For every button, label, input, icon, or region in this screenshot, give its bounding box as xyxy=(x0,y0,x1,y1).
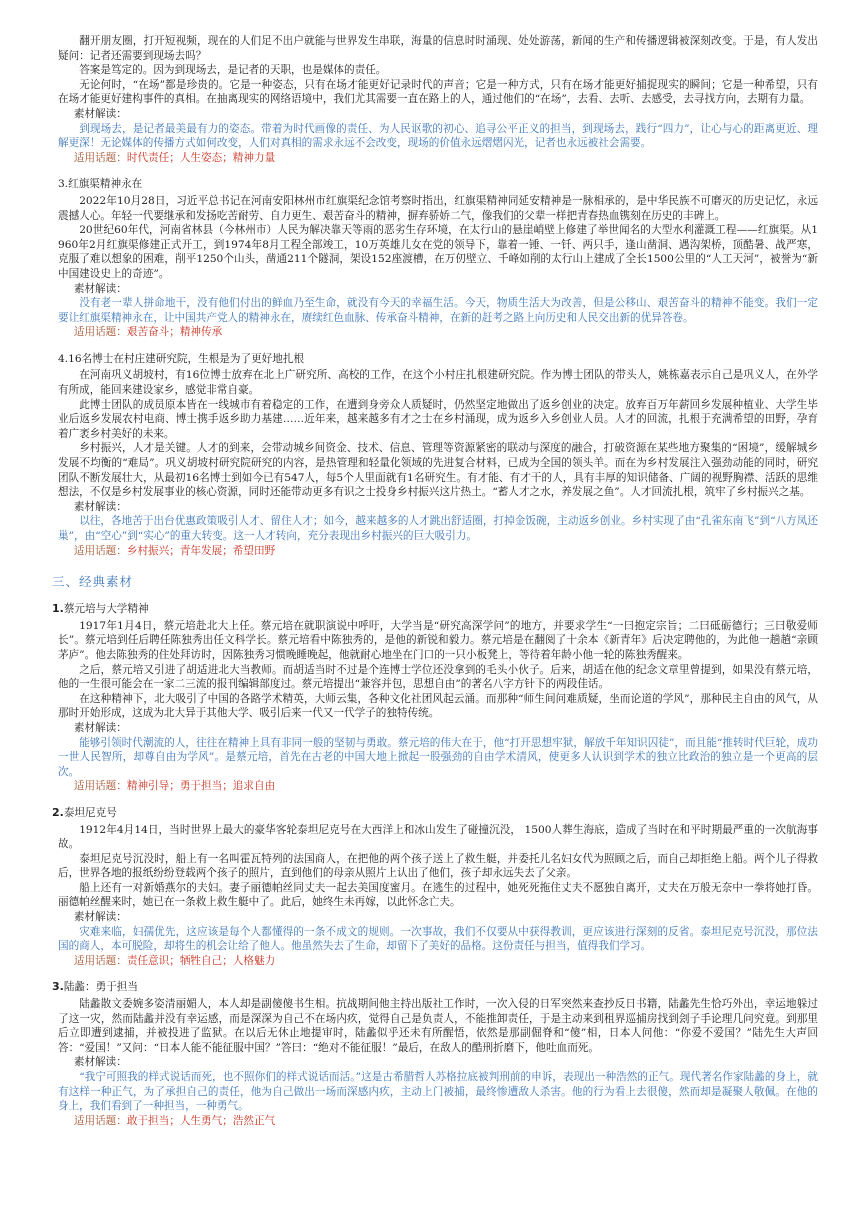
material-hongqiqu xyxy=(58,177,818,340)
topic-line xyxy=(58,1114,818,1129)
topic-label: 适用话题： xyxy=(73,1114,127,1127)
material-doctors-village xyxy=(58,352,818,558)
topic-label: 适用话题： xyxy=(73,326,127,339)
topic-line xyxy=(58,779,818,794)
material-heading: 4.16名博士在村庄建研究院，生根是为了更好地扎根 xyxy=(58,352,305,365)
topic-line xyxy=(58,954,818,969)
reading-label: 素材解读： xyxy=(73,721,127,734)
topic-line xyxy=(58,325,818,340)
reading-text: 没有老一辈人拼命地干，没有他们付出的鲜血乃至生命，就没有今天的幸福生活。今天，物质生活大为改善，但是公移山、艰苦奋斗的精神不能变。我们一定要让红旗渠精神永在，让中国共产党人的精神永在，赓续红色血脉、传承奋斗精神，在新的赶考之路上向历史和人民交出新的优异答卷。 xyxy=(58,297,818,324)
body-paragraph: 无论何时，“在场”都是珍贵的。它是一种姿态，只有在场才能更好记录时代的声音；它是一种方式，只有在场才能更好捕捉现实的瞬间；它是一种希望，只有在场才能更好建构事件的真相。在抽离现实的网络语境中，我们尤其需要一直在路上的人，通过他们的“在场”，去看、去听、去感受，去寻找方向，去期有力量。 xyxy=(58,78,818,106)
topic-label: 适用话题： xyxy=(73,780,127,793)
topic-value: 艰苦奋斗；精神传承 xyxy=(126,326,223,339)
section-title: 三、经典素材 xyxy=(52,574,134,590)
body-paragraph: 2022年10月28日，习近平总书记在河南安阳林州市红旗渠纪念馆考察时指出，红旗渠精神同延安精神是一脉相承的，是中华民族不可磨灭的历史记忆，永远震撼人心。年轻一代要继承和发扬吃苦耐劳、自力更生、艰苦奋斗的精神，摒弃骄娇二气，像我们的父辈一样把青春热血镌刻在历史的丰碑上。 xyxy=(58,194,818,222)
body-paragraph: 在这种精神下，北大吸引了中国的各路学术精英，大师云集，各种文化社团风起云涌。而那种“师生间问难质疑，坐而论道的学风”，那种民主自由的风气，从那时开始形成，这成为北大异于其他大学、吸引后来一代又一代学子的独特传统。 xyxy=(58,692,818,720)
body-paragraph: 1912年4月14日，当时世界上最大的豪华客轮泰坦尼克号在大西洋上和冰山发生了碰撞沉没， 1500人葬生海底，造成了当时在和平时期最严重的一次航海事故。 xyxy=(58,823,818,851)
topic-value: 时代责任；人生姿态；精神力量 xyxy=(126,151,276,164)
topic-label: 适用话题： xyxy=(73,954,127,967)
heading-text: 陆蠡：勇于担当 xyxy=(63,981,138,994)
body-paragraph: 船上还有一对新婚燕尔的夫妇。妻子丽德帕丝同丈夫一起去美国度蜜月。在逃生的过程中，她死死拖住丈夫不愿独自离开，丈夫在万般无奈中一拳将她打昏。丽德帕丝醒来时，她已在一条救上救生艇中了。此后，她终生未再嫁，以此怀念亡夫。 xyxy=(58,881,818,909)
reading-label: 素材解读： xyxy=(73,500,127,513)
material-heading: 3.红旗渠精神永在 xyxy=(58,178,143,191)
material-reporter-presence xyxy=(58,34,818,165)
reading-label: 素材解读： xyxy=(73,1056,127,1069)
material-heading xyxy=(52,806,818,821)
topic-value: 乡村振兴；青年发展；希望田野 xyxy=(126,544,276,557)
reading-label: 素材解读： xyxy=(73,282,127,295)
heading-number: 3. xyxy=(52,980,64,994)
topic-label: 适用话题： xyxy=(73,544,127,557)
body-paragraph: 乡村振兴，人才是关键。人才的到来，会带动城乡间资金、技术、信息、管理等资源紧密的联动与深度的融合，打破资源在某些地方聚集的“困境”，缓解城乡发展不均衡的“难局”。巩义胡坡村研究院研究的内容，是热管理和轻量化领域的先进复合材料，已成为全国的领头羊。而在为乡村发展注入强劲动能的同时，研究团队不断发展壮大，从最初16名博士到如今已有547人，每5个人里面就有1名研究生。有才能、有才干的人，具有丰厚的知识储备、广阔的视野胸襟、活跃的思维想法，不仅是乡村发展事业的核心资源，同时还能带动更多有识之士投身乡村振兴这片热土。“蓄人才之水，养发展之鱼”。人才回流扎根，筑牢了乡村振兴之基。 xyxy=(58,442,818,499)
reading-text: 灾难来临，妇孺优先，这应该是每个人都懂得的一条不成文的规则。一次事故，我们不仅要从中获得教训，更应该进行深刻的反省。泰坦尼克号沉没，那位法国的商人，本可脱险，却将生的机会让给了他人。他虽然失去了生命，却留下了美好的品格。这份责任与担当，值得我们学习。 xyxy=(58,925,818,953)
topic-value: 责任意识；牺牲自己；人格魅力 xyxy=(126,954,276,967)
heading-number: 1. xyxy=(52,602,64,616)
body-paragraph: 泰坦尼克号沉没时，船上有一名叫霍瓦特列的法国商人，在把他的两个孩子送上了救生艇，并委托儿名妇女代为照顾之后，而自己却拒绝上船。两个儿子得救后，世界各地的报纸纷纷登载两个孩子的照片，直到他们的母亲从照片上认出了他们，孩子却永远失去了父亲。 xyxy=(58,852,818,880)
body-paragraph: 此博士团队的成员原本皆在一线城市有着稳定的工作，在遭到身旁众人质疑时，仍然坚定地做出了返乡创业的决定。放弃百万年薪回乡发展种植业、大学生毕业后返乡发展农村电商、博士携手返乡助力基建……近年来，越来越多有才之士在乡村涌现，成为返乡入乡创业人员。人才的回流，扎根于充满希望的田野，孕育着广袤乡村美好的未来。 xyxy=(58,398,818,440)
topic-line xyxy=(58,544,818,559)
material-lu-li xyxy=(52,980,818,1128)
reading-text: 到现场去，是记者最美最有力的姿态。带着为时代画像的责任、为人民讴歌的初心、追寻公平正义的担当，到现场去，践行“四力”，让心与心的距离更近、理解更深！无论媒体的传播方式如何改变，人们对真相的需求永远不会改变，现场的价值永远熠熠闪光，记者也永远被社会需要。 xyxy=(58,122,818,150)
body-paragraph: 在河南巩义胡坡村，有16位博士放弃在北上广研究所、高校的工作，在这个小村庄扎根建研究院。作为博士团队的带头人，姚栋嘉表示自己是巩义人，在外学有所成，能回来建设家乡，感觉非常自豪。 xyxy=(58,369,818,397)
body-paragraph: 翻开朋友圈，打开短视频，现在的人们足不出户就能与世界发生串联，海量的信息时时涌现、处处游荡，新闻的生产和传播逻辑被深刻改变。于是，有人发出疑问：记者还需要到现场去吗？ xyxy=(58,35,818,62)
material-cai-yuanpei xyxy=(52,602,818,794)
topic-line xyxy=(58,151,818,166)
reading-text: 能够引领时代潮流的人，往往在精神上具有非同一般的坚韧与勇敢。蔡元培的伟大在于，他“打开思想牢狱，解放千年知识囚徒”，而且能“推转时代巨轮，成功一世人民智所，却尊自由为学风”。是蔡元培，首先在古老的中国大地上掀起一股强劲的自由学术清风，使更多人认识到学术的独立比政治的独立是一个更高的层次。 xyxy=(58,736,818,778)
body-paragraph: 之后，蔡元培又引进了胡适进北大当教师。而胡适当时不过是个连博士学位还没拿到的毛头小伙子。后来，胡适在他的纪念文章里曾提到，如果没有蔡元培，他的一生很可能会在一家二三流的报刊编辑部度过。蔡元培提出“兼容并包，思想自由”的著名八字方针下的两段佳话。 xyxy=(58,663,818,691)
material-heading xyxy=(52,980,818,995)
reading-label: 素材解读： xyxy=(73,107,127,120)
reading-text: 以往，各地苦于出台优惠政策吸引人才、留住人才；如今，越来越多的人才跳出舒适圈，打掉金饭碗，主动返乡创业。乡村实现了由“孔雀东南飞”到“八方凤还巢”，由“空心”到“实心”的重大转变。这一人才转向，充分表现出乡村振兴的巨大吸引力。 xyxy=(58,515,818,542)
topic-label: 适用话题： xyxy=(73,151,127,164)
body-paragraph: 答案是笃定的。因为到现场去，是记者的天职，也是媒体的责任。 xyxy=(79,64,387,77)
heading-number: 2. xyxy=(52,805,64,819)
heading-text: 蔡元培与大学精神 xyxy=(63,603,149,616)
body-paragraph: 20世纪60年代，河南省林县（今林州市）人民为解决靠天等雨的恶劣生存环境，在太行山的悬崖峭壁上修建了举世闻名的大型水利灌溉工程——红旗渠。从1960年2月红旗渠修建正式开工，到1974年8月工程全部竣工，10万英雄儿女在党的领导下，靠着一锤、一钎、两只手，逢山凿洞、遇沟架桥，顶酷暑、战严寒，克服了难以想象的困难，削平1250个山头，凿通211个隧洞，架设152座渡槽，在万仞壁立、千峰如削的太行山上建成了全长1500公里的“人工天河”，被誉为“新中国建设史上的奇迹”。 xyxy=(58,224,818,280)
reading-text: “我宁可照我的样式说话而死，也不照你们的样式说话而活。”这是古希腊哲人苏格拉底被判刑前的申诉，表现出一种浩然的正气。现代著名作家陆蠡的身上，就有这样一种正气，为了承担自己的责任，他为自己做出一场而深感内疚，主动上门被捕，最终惨遭敌人杀害。他的行为看上去很傻，然而却是凝聚人敬佩。在他的身上，我们看到了一种担当，一种勇气。 xyxy=(58,1071,818,1113)
reading-label: 素材解读： xyxy=(73,911,127,924)
material-heading xyxy=(52,602,818,617)
material-titanic xyxy=(52,805,818,969)
heading-text: 泰坦尼克号 xyxy=(63,806,117,819)
body-paragraph: 1917年1月4日，蔡元培赴北大上任。蔡元培在就职演说中呼吁，大学当是“研究高深学问”的地方，并要求学生“一曰抱定宗旨；二曰砥砺德行；三曰敬爱师长”。蔡元培到任后聘任陈独秀出任文科学长。蔡元培看中陈独秀的，是他的新锐和毅力。蔡元培是在翻阅了十余本《新青年》后决定聘他的，为此他一趟趟“亲顾茅庐”。他去陈独秀的住处拜访时，因陈独秀习惯晚睡晚起，他就耐心地坐在门口的一只小板凳上，等待着年龄小他一轮的陈独秀醒来。 xyxy=(58,619,818,661)
document-page xyxy=(52,34,818,1128)
body-paragraph: 陆蠡散文委婉多姿清丽媚人，本人却是副傻傻书生相。抗战期间他主持出版社工作时，一次入侵的日军突然来查抄反日书籍，陆蠡先生恰巧外出，幸运地躲过了这一灾，然而陆蠡并没有幸运感，而是深深为自己不在场内疚，觉得自己是负责人，不能推卸责任，于是主动来到租界巡捕房找到刽子手论理几问究竟。到那里后立即遭到逮捕，并被投进了监狱。在以后无休止地提审时，陆蠡似乎还未有所醒悟，依然是那副倔脊和“傻”相，日本人问他：“你爱不爱国？”陆先生大声回答：“爱国！”又问：“日本人能不能征服中国？”答曰：“绝对不能征服！”最后，在敌人的酷刑折磨下，他吐血而死。 xyxy=(58,998,818,1054)
topic-value: 敢于担当；人生勇气；浩然正气 xyxy=(126,1114,276,1127)
topic-value: 精神引导；勇于担当；追求自由 xyxy=(126,780,276,793)
